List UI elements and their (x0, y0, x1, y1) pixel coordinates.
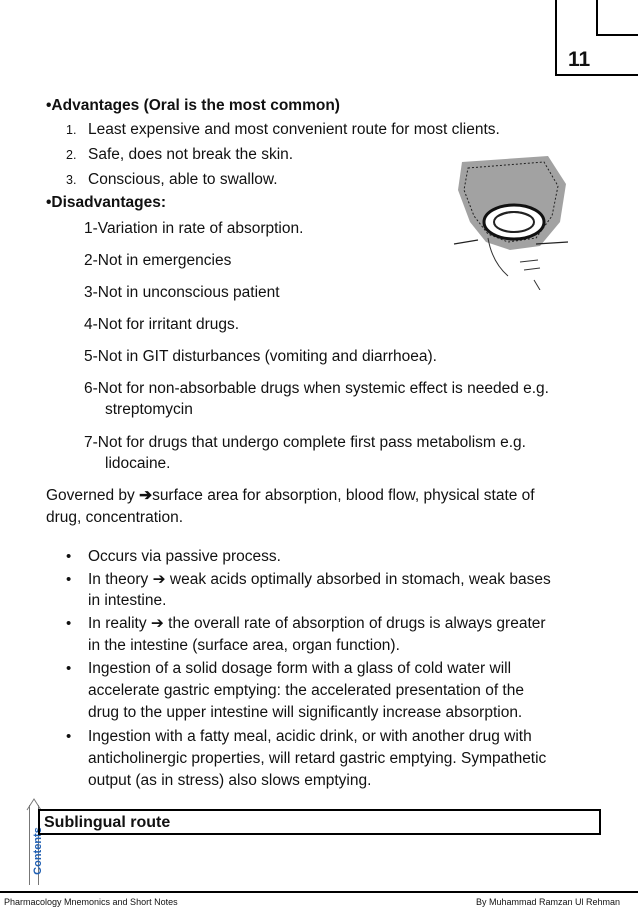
governed-prefix: Governed by (46, 487, 140, 504)
footer-left: Pharmacology Mnemonics and Short Notes (4, 897, 178, 907)
bullet-text: Occurs via passive process. (88, 548, 281, 565)
advantage-number: 1. (66, 123, 77, 137)
disadvantage-item-cont: streptomycin (105, 401, 193, 418)
bullet-text: In reality ➔ the overall rate of absorption of drugs is always greater (88, 615, 546, 632)
governed-rest: surface area for absorption, blood flow, physical state of (152, 487, 535, 504)
advantage-item: Least expensive and most convenient route for most clients. (88, 121, 500, 138)
bullet-icon: • (66, 548, 72, 565)
disadvantage-item: 7-Not for drugs that undergo complete first pass metabolism e.g. (84, 434, 526, 451)
mouth-sketch-illustration (448, 150, 583, 290)
bullet-icon: • (66, 660, 72, 677)
bullet-text: output (as in stress) also slows emptying. (88, 772, 372, 789)
disadvantage-item: 3-Not in unconscious patient (84, 284, 280, 301)
bullet-text: in the intestine (surface area, organ function). (88, 637, 400, 654)
disadvantages-heading: •Disadvantages: (46, 194, 166, 211)
governed-line-2: drug, concentration. (46, 509, 184, 526)
page-corner-inner (596, 0, 638, 36)
disadvantage-item: 4-Not for irritant drugs. (84, 316, 240, 333)
page-number: 11 (568, 48, 591, 71)
disadvantage-item: 2-Not in emergencies (84, 252, 232, 269)
advantage-item: Conscious, able to swallow. (88, 171, 278, 188)
bullet-text: In theory ➔ weak acids optimally absorbed in stomach, weak bases (88, 571, 551, 588)
advantages-heading: •Advantages (Oral is the most common) (46, 97, 340, 114)
disadvantage-item: 5-Not in GIT disturbances (vomiting and diarrhoea). (84, 348, 437, 365)
bullet-text: anticholinergic properties, will retard gastric emptying. Sympathetic (88, 750, 547, 767)
bullet-text: accelerate gastric emptying: the accelerated presentation of the (88, 682, 524, 699)
bullet-icon: • (66, 728, 72, 745)
footer-right: By Muhammad Ramzan Ul Rehman (475, 897, 620, 907)
advantage-number: 3. (66, 173, 77, 187)
contents-tab-label[interactable]: Contents (32, 827, 44, 875)
bullet-text: Ingestion of a solid dosage form with a glass of cold water will (88, 660, 512, 677)
disadvantage-item-cont: lidocaine. (105, 455, 171, 472)
footer-divider (0, 891, 638, 893)
section-title: Sublingual route (44, 814, 171, 831)
disadvantage-item: 6-Not for non-absorbable drugs when systemic effect is needed e.g. (84, 380, 549, 397)
bullet-icon: • (66, 615, 72, 632)
bullet-icon: • (66, 571, 72, 588)
bullet-text: in intestine. (88, 592, 167, 609)
advantage-number: 2. (66, 148, 77, 162)
bullet-text: Ingestion with a fatty meal, acidic drink, or with another drug with (88, 728, 532, 745)
governed-line (46, 486, 535, 506)
bullet-text: drug to the upper intestine will significantly increase absorption. (88, 704, 523, 721)
arrow-icon: ➔ (139, 487, 153, 504)
advantage-item: Safe, does not break the skin. (88, 146, 294, 163)
disadvantage-item: 1-Variation in rate of absorption. (84, 220, 304, 237)
